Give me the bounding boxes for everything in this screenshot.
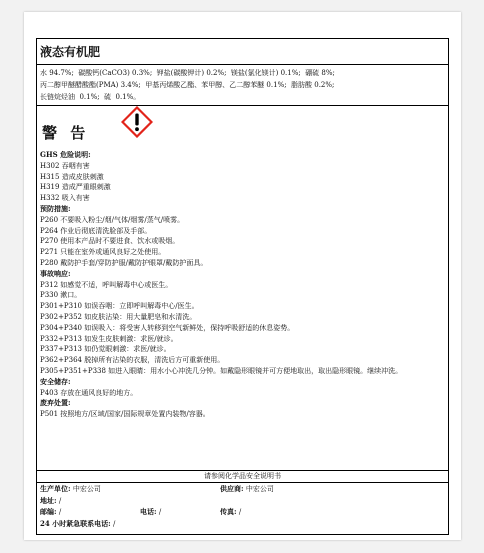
response-header: 事故响应: [40,268,71,278]
disposal-statement: P501 按照地方/区域/国家/国际规章处置内装物/容器。 [40,410,210,419]
response-statement: P332+P313 如发生皮肤刺激：求医/就诊。 [40,334,178,343]
postcode-value: / [58,508,62,516]
hazard-section [37,106,448,471]
label-page [24,12,461,540]
response-statement: P337+P313 如仍觉眼刺激：求医/就诊。 [40,345,171,354]
phone-label: 电话: [140,507,157,516]
signal-word: 警 告 [42,124,90,142]
phone-value: / [158,508,162,516]
hazard-statement: H319 造成严重眼刺激 [40,183,111,192]
prevention-header: 预防措施: [40,203,71,213]
address-label: 地址: [40,495,57,505]
msds-reference: 请参阅化学品安全说明书 [37,471,448,483]
composition-text [37,64,448,103]
storage-header: 安全储存: [40,376,71,386]
hazard-statement: H332 吸入有害 [40,194,90,203]
supplier-value: 中宏公司 [245,485,274,493]
emergency-label: 24 小时紧急联系电话: [40,518,111,528]
composition-line: 丙二醇甲醚醋酸酯(PMA) 3.4%; 甲基丙烯酸乙酯、苯甲醇、乙二醇苯醚 0.1%; 脂肪酸 0.2%; [40,81,335,89]
supplier-section [37,471,448,534]
storage-statement: P403 存放在通风良好的地方。 [40,388,138,397]
fax-label: 传真: [220,507,237,516]
emergency-row [40,518,445,530]
postcode-label: 邮编: [40,507,57,516]
response-statement: P330 漱口。 [40,291,82,300]
response-statement: P304+P340 如误吸入：将受害人转移到空气新鲜处，保持呼吸舒适的休息姿势。 [40,323,295,332]
prevention-statement: P280 戴防护手套/穿防护服/戴防护眼罩/戴防护面具。 [40,258,208,267]
prevention-statement: P264 作业后彻底清洗脸部及手部。 [40,226,152,235]
manufacturer-row [40,483,445,495]
prevention-statement: P270 使用本产品时不要进食、饮水或吸烟。 [40,237,180,246]
composition-line: 长链烷烃油 0.1%; 硫 0.1%。 [40,93,141,101]
prevention-statement: P271 只能在室外或通风良好之处使用。 [40,248,166,257]
chemical-label [36,38,449,535]
manufacturer-label: 生产单位: [40,484,71,493]
disposal-header: 废弃处置: [40,398,71,408]
address-value: / [58,496,62,505]
product-section [37,39,448,106]
response-statement: P305+P351+P338 如进入眼睛：用水小心冲洗几分钟。如戴隐形眼镜并可方便地取出，取出隐形眼镜。继续冲洗。 [40,366,403,375]
ghs-header: GHS 危险说明: [40,150,91,159]
response-statement: P362+P364 脱掉所有沾染的衣服，清洗后方可重新使用。 [40,356,225,365]
signal-row [40,106,445,150]
supplier-label: 供应商: [220,484,244,493]
exclamation-mark-diamond-icon [121,106,153,138]
emergency-value: / [113,519,116,528]
response-statement: P302+P352 如皮肤沾染：用大量肥皂和水清洗。 [40,312,197,321]
manufacturer-value: 中宏公司 [72,485,101,493]
response-statement: P312 如感觉不适，呼叫解毒中心或医生。 [40,280,173,289]
hazard-statement: H315 造成皮肤刺激 [40,172,104,181]
prevention-statement: P260 不要吸入粉尘/烟/气体/烟雾/蒸气/喷雾。 [40,215,185,224]
hazard-statement: H302 吞咽有害 [40,161,90,170]
composition-line: 水 94.7%; 碳酸钙(CaCO3) 0.3%; 钾盐(碳酸钾计) 0.2%; 镁盐(氯化镁计) 0.1%; 硼硫 8%; [40,69,335,77]
response-statement: P301+P310 如误吞咽：立即呼叫解毒中心/医生。 [40,302,199,311]
contact-row [40,506,445,518]
fax-value: / [238,508,242,516]
address-row [40,495,445,507]
product-name: 液态有机肥 [40,45,101,59]
